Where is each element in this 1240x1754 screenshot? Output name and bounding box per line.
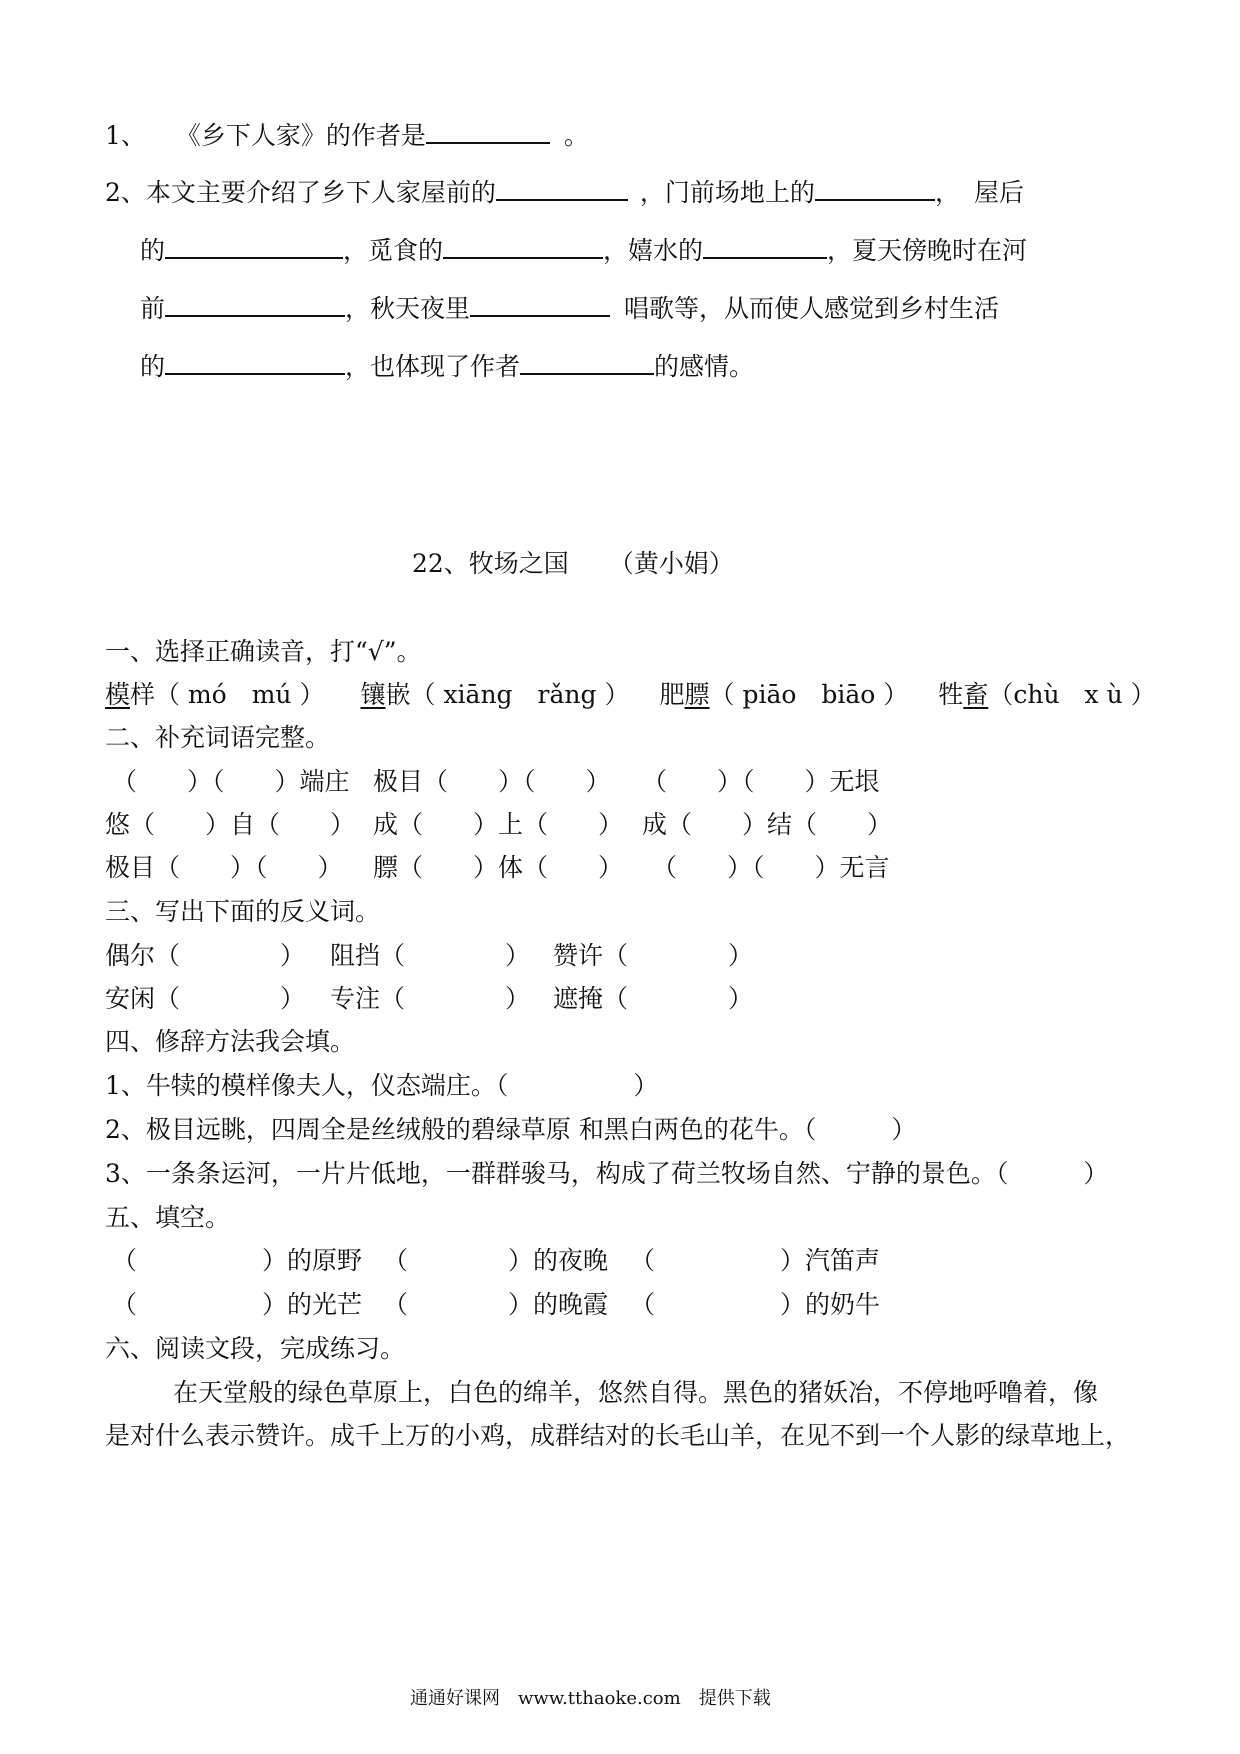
answer-blank[interactable] [165, 351, 345, 375]
rhetoric-question-1[interactable]: 1、牛犊的模样像夫人，仪态端庄。（ ） [105, 1071, 659, 1100]
answer-blank[interactable] [470, 293, 610, 317]
answer-blank[interactable] [703, 235, 827, 259]
lesson-title: 22、牧场之国 （黄小娟） [412, 549, 734, 578]
section-4-heading: 四、修辞方法我会填。 [105, 1027, 356, 1056]
section-2-heading: 二、补充词语完整。 [105, 723, 331, 752]
fill-item: （ ）的夜晚 [383, 1246, 609, 1275]
rhetoric-question-2[interactable]: 2、极目远眺，四周全是丝绒般的碧绿草原 和黑白两色的花牛。（ ） [105, 1115, 917, 1144]
fill-item: （ ）的奶牛 [630, 1290, 881, 1319]
fill-item: （ ）的原野 [112, 1246, 363, 1275]
reading-paragraph-line-1: 在天堂般的绿色草原上，白色的绵羊，悠然自得。黑色的猪妖冶，不停地呼噜着，像 [173, 1378, 1099, 1407]
question-1: 1、 《乡下人家》的作者是 。 [105, 121, 589, 150]
word-row: 悠（ ）自（ ） [105, 810, 356, 839]
word-row: 成（ ）上（ ） [373, 810, 624, 839]
fill-item: （ ）的晚霞 [383, 1290, 609, 1319]
pronunciation-item[interactable]: 镶嵌（ xiāng rǎng ） [360, 680, 630, 709]
answer-blank[interactable] [520, 351, 654, 375]
antonym-item: 赞许（ ） [553, 941, 754, 970]
answer-blank[interactable] [165, 293, 345, 317]
footer-source: 通通好课网 www.tthaoke.com 提供下载 [410, 1688, 771, 1709]
fill-item: （ ）汽笛声 [630, 1246, 881, 1275]
section-1-items [105, 679, 1156, 711]
word-row: 膘（ ）体（ ） [373, 853, 624, 882]
question-2-line-3: 前 ，秋天夜里 唱歌等，从而使人感觉到乡村生活 [140, 294, 1000, 323]
pronunciation-item[interactable]: 肥膘（ piāo biāo ） [659, 680, 909, 709]
answer-blank[interactable] [443, 235, 603, 259]
word-row: （ ）（ ）端庄 [112, 767, 350, 796]
section-5-heading: 五、填空。 [105, 1203, 231, 1232]
reading-paragraph-line-2: 是对什么表示赞许。成千上万的小鸡，成群结对的长毛山羊，在见不到一个人影的绿草地上， [105, 1421, 1131, 1450]
section-6-heading: 六、阅读文段，完成练习。 [105, 1334, 406, 1363]
antonym-item: 安闲（ ） [105, 984, 306, 1013]
question-2-line-2: 的 ，觅食的 ，嬉水的 ，夏天傍晚时在河 [140, 236, 1028, 265]
answer-blank[interactable] [426, 120, 550, 144]
section-1-heading: 一、选择正确读音，打“√”。 [105, 637, 422, 666]
question-2-line-1: 2、本文主要介绍了乡下人家屋前的 ，门前场地上的 ， 屋后 [105, 178, 1024, 207]
section-3-heading: 三、写出下面的反义词。 [105, 897, 381, 926]
antonym-item: 遮掩（ ） [553, 984, 754, 1013]
antonym-item: 偶尔（ ） [105, 941, 306, 970]
antonym-item: 专注（ ） [330, 984, 531, 1013]
word-row: （ ）（ ）无言 [652, 853, 890, 882]
word-row: 成（ ）结（ ） [642, 810, 893, 839]
answer-blank[interactable] [496, 177, 628, 201]
question-2-line-4: 的 ，也体现了作者 的感情。 [140, 352, 755, 381]
word-row: （ ）（ ）无垠 [642, 767, 880, 796]
antonym-item: 阻挡（ ） [330, 941, 531, 970]
lesson-author: （黄小娟） [608, 549, 734, 578]
answer-blank[interactable] [815, 177, 935, 201]
pronunciation-item[interactable]: 牲畜（chù x ù ） [938, 680, 1156, 709]
word-row: 极目（ ）（ ） [105, 853, 343, 882]
rhetoric-question-3[interactable]: 3、一条条运河，一片片低地，一群群骏马，构成了荷兰牧场自然、宁静的景色。（ ） [105, 1159, 1109, 1188]
pronunciation-item[interactable]: 模样（ mó mú ） [105, 680, 325, 709]
fill-item: （ ）的光芒 [112, 1290, 363, 1319]
word-row: 极目（ ）（ ） [373, 767, 611, 796]
answer-blank[interactable] [165, 235, 343, 259]
